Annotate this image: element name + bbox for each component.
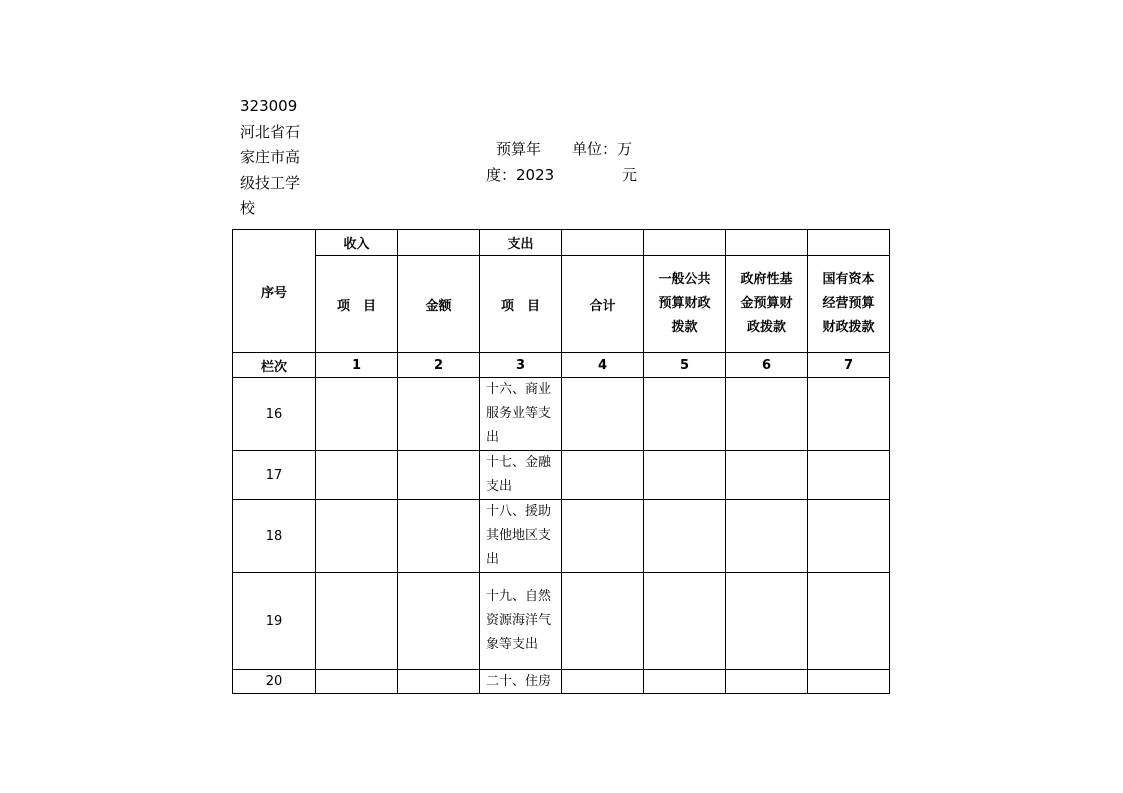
unit-line2: 元 — [621, 166, 637, 184]
column-index: 4 — [562, 353, 644, 378]
row-gov-fund — [726, 670, 808, 694]
row-income-item — [316, 378, 398, 451]
row-income-item — [316, 670, 398, 694]
unit-label — [572, 136, 642, 188]
unit-line1: 单位：万 — [572, 140, 633, 158]
row-state-capital — [808, 670, 890, 694]
row-total — [562, 378, 644, 451]
row-amount — [398, 670, 480, 694]
row-general-budget — [644, 500, 726, 573]
header-income-group: 收入 — [316, 230, 398, 256]
header-general-budget-text: 一般公共预算财政拨款 — [658, 272, 711, 335]
column-index: 7 — [808, 353, 890, 378]
header-total: 合计 — [562, 256, 644, 353]
row-expense-item: 十九、自然资源海洋气象等支出 — [480, 573, 562, 670]
header-empty-cell — [398, 230, 480, 256]
org-name-line: 家庄市高 — [240, 148, 301, 166]
org-name-line: 河北省石 — [240, 122, 301, 141]
row-amount — [398, 500, 480, 573]
row-state-capital — [808, 573, 890, 670]
column-index-label: 栏次 — [233, 353, 316, 378]
row-seq: 19 — [233, 573, 316, 670]
header-empty-cell — [562, 230, 644, 256]
org-name-line: 校 — [240, 199, 256, 217]
row-total — [562, 451, 644, 500]
header-general-budget — [644, 256, 726, 353]
table-row — [233, 451, 890, 500]
row-general-budget — [644, 451, 726, 500]
row-seq: 20 — [233, 670, 316, 694]
row-income-item — [316, 451, 398, 500]
budget-table — [232, 229, 890, 694]
row-gov-fund — [726, 573, 808, 670]
group-header-row — [233, 230, 890, 256]
header-gov-fund — [726, 256, 808, 353]
row-expense-item: 十七、金融支出 — [480, 451, 562, 500]
header-expense-item: 项 目 — [480, 256, 562, 353]
organization-block — [240, 94, 312, 222]
budget-year-line2: 度：2023 — [486, 166, 555, 184]
row-total — [562, 670, 644, 694]
row-seq: 18 — [233, 500, 316, 573]
row-general-budget — [644, 670, 726, 694]
header-amount: 金额 — [398, 256, 480, 353]
table-row — [233, 670, 890, 694]
row-seq: 17 — [233, 451, 316, 500]
table-row — [233, 500, 890, 573]
header-empty-cell — [644, 230, 726, 256]
column-index: 1 — [316, 353, 398, 378]
header-empty-cell — [808, 230, 890, 256]
row-income-item — [316, 500, 398, 573]
row-amount — [398, 573, 480, 670]
row-expense-item: 十八、援助其他地区支出 — [480, 500, 562, 573]
budget-year-line1: 预算年 — [496, 140, 542, 158]
row-state-capital — [808, 500, 890, 573]
column-index: 5 — [644, 353, 726, 378]
header-expense-group: 支出 — [480, 230, 562, 256]
column-header-row — [233, 256, 890, 353]
header-seq: 序号 — [233, 230, 316, 353]
row-gov-fund — [726, 451, 808, 500]
header-income-item: 项 目 — [316, 256, 398, 353]
table-row — [233, 573, 890, 670]
row-amount — [398, 451, 480, 500]
column-index: 2 — [398, 353, 480, 378]
org-code: 323009 — [240, 97, 298, 115]
row-general-budget — [644, 573, 726, 670]
row-expense-item: 二十、住房 — [480, 670, 562, 694]
row-state-capital — [808, 378, 890, 451]
row-state-capital — [808, 451, 890, 500]
header-gov-fund-text: 政府性基金预算财政拨款 — [740, 272, 793, 335]
column-index-row — [233, 353, 890, 378]
budget-year — [486, 136, 556, 188]
row-seq: 16 — [233, 378, 316, 451]
header-empty-cell — [726, 230, 808, 256]
org-name-line: 级技工学 — [240, 173, 301, 192]
row-total — [562, 573, 644, 670]
row-gov-fund — [726, 500, 808, 573]
row-gov-fund — [726, 378, 808, 451]
row-expense-item: 十六、商业服务业等支出 — [480, 378, 562, 451]
header-state-capital — [808, 256, 890, 353]
row-general-budget — [644, 378, 726, 451]
header-state-capital-text: 国有资本经营预算财政拨款 — [822, 272, 875, 335]
row-amount — [398, 378, 480, 451]
row-income-item — [316, 573, 398, 670]
row-total — [562, 500, 644, 573]
table-row — [233, 378, 890, 451]
column-index: 3 — [480, 353, 562, 378]
column-index: 6 — [726, 353, 808, 378]
